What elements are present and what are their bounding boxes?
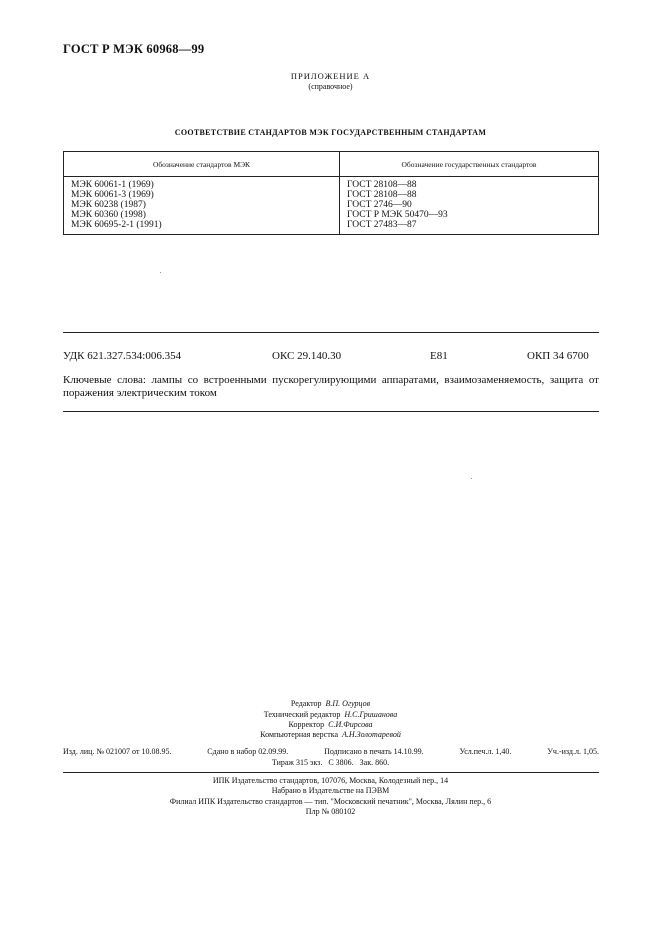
standards-correspondence-table	[63, 151, 599, 235]
gost-standard-item: ГОСТ 28108—88	[347, 190, 417, 200]
e81-code: Е81	[430, 350, 448, 362]
okp-code: ОКП 34 6700	[527, 350, 589, 362]
iec-standards-cell	[64, 177, 340, 235]
credit-name: С.И.Фирсова	[328, 720, 373, 729]
scan-speck	[160, 272, 161, 273]
credit-role: Компьютерная верстка	[260, 730, 339, 739]
divider-line	[63, 332, 599, 333]
iec-standard-item: МЭК 60061-1 (1969)	[71, 180, 154, 190]
appendix-title: ПРИЛОЖЕНИЕ А	[290, 71, 371, 81]
credit-name: В.П. Огурцов	[325, 699, 371, 708]
credit-name: А.Н.Золотаревой	[342, 730, 401, 739]
iec-column-header: Обозначение стандартов МЭК	[64, 152, 340, 177]
iec-standard-item: МЭК 60238 (1987)	[71, 200, 146, 210]
divider-line	[63, 411, 599, 412]
scan-speck	[471, 478, 472, 479]
credit-role: Технический редактор	[263, 710, 341, 719]
gost-standard-item: ГОСТ 27483—87	[347, 220, 417, 230]
iec-standard-item: МЭК 60695-2-1 (1991)	[71, 220, 162, 230]
printer-line: ИПК Издательство стандартов, 107076, Москва, Колодезный пер., 14	[212, 776, 449, 785]
divider-line	[63, 772, 599, 773]
publication-sheets: Уч.-изд.л. 1,05.	[547, 747, 599, 756]
gost-standard-item: ГОСТ 28108—88	[347, 180, 417, 190]
credit-tech-editor	[0, 710, 661, 719]
gost-column-header: Обозначение государственных стандартов	[340, 152, 599, 177]
keywords-paragraph: Ключевые слова: лампы со встроенными пускорегулирующими аппаратами, взаимозаменяемость, защита от поражения электрическим током	[63, 374, 599, 399]
credit-name: Н.С.Гришанова	[344, 710, 398, 719]
gost-standard-item: ГОСТ 2746—90	[347, 200, 412, 210]
iec-standard-item: МЭК 60360 (1998)	[71, 210, 146, 220]
table-header-row	[64, 152, 599, 177]
print-sheets: Усл.печ.л. 1,40.	[459, 747, 512, 756]
udk-code: УДК 621.327.534:006.354	[63, 350, 182, 362]
credit-role: Редактор	[290, 699, 322, 708]
license-info: Изд. лиц. № 021007 от 10.08.95.	[63, 747, 172, 756]
credit-role: Корректор	[288, 720, 325, 729]
printer-line: Плр № 080102	[305, 807, 356, 816]
appendix-subtitle: (справочное)	[308, 82, 353, 91]
table-title: СООТВЕТСТВИЕ СТАНДАРТОВ МЭК ГОСУДАРСТВЕННЫМ СТАНДАРТАМ	[174, 128, 487, 137]
printer-line: Набрано в Издательстве на ПЭВМ	[271, 786, 390, 795]
document-code-header: ГОСТ Р МЭК 60968—99	[63, 42, 205, 56]
print-run-info: Тираж 315 экз. С 3806. Зак. 860.	[271, 758, 390, 767]
gost-standard-item: ГОСТ Р МЭК 50470—93	[347, 210, 448, 220]
oks-code: ОКС 29.140.30	[272, 350, 342, 362]
iec-standard-item: МЭК 60061-3 (1969)	[71, 190, 154, 200]
credit-corrector	[0, 720, 661, 729]
credit-layout	[0, 730, 661, 739]
publication-info-row	[63, 747, 599, 756]
credit-editor	[0, 699, 661, 708]
sent-to-typesetting: Сдано в набор 02.09.99.	[207, 747, 289, 756]
gost-standards-cell	[340, 177, 599, 235]
printer-line: Филиал ИПК Издательство стандартов — тип. "Московский печатник", Москва, Лялин пер., 6	[169, 797, 492, 806]
signed-for-print: Подписано в печать 14.10.99.	[324, 747, 424, 756]
table-body-row	[64, 177, 599, 235]
